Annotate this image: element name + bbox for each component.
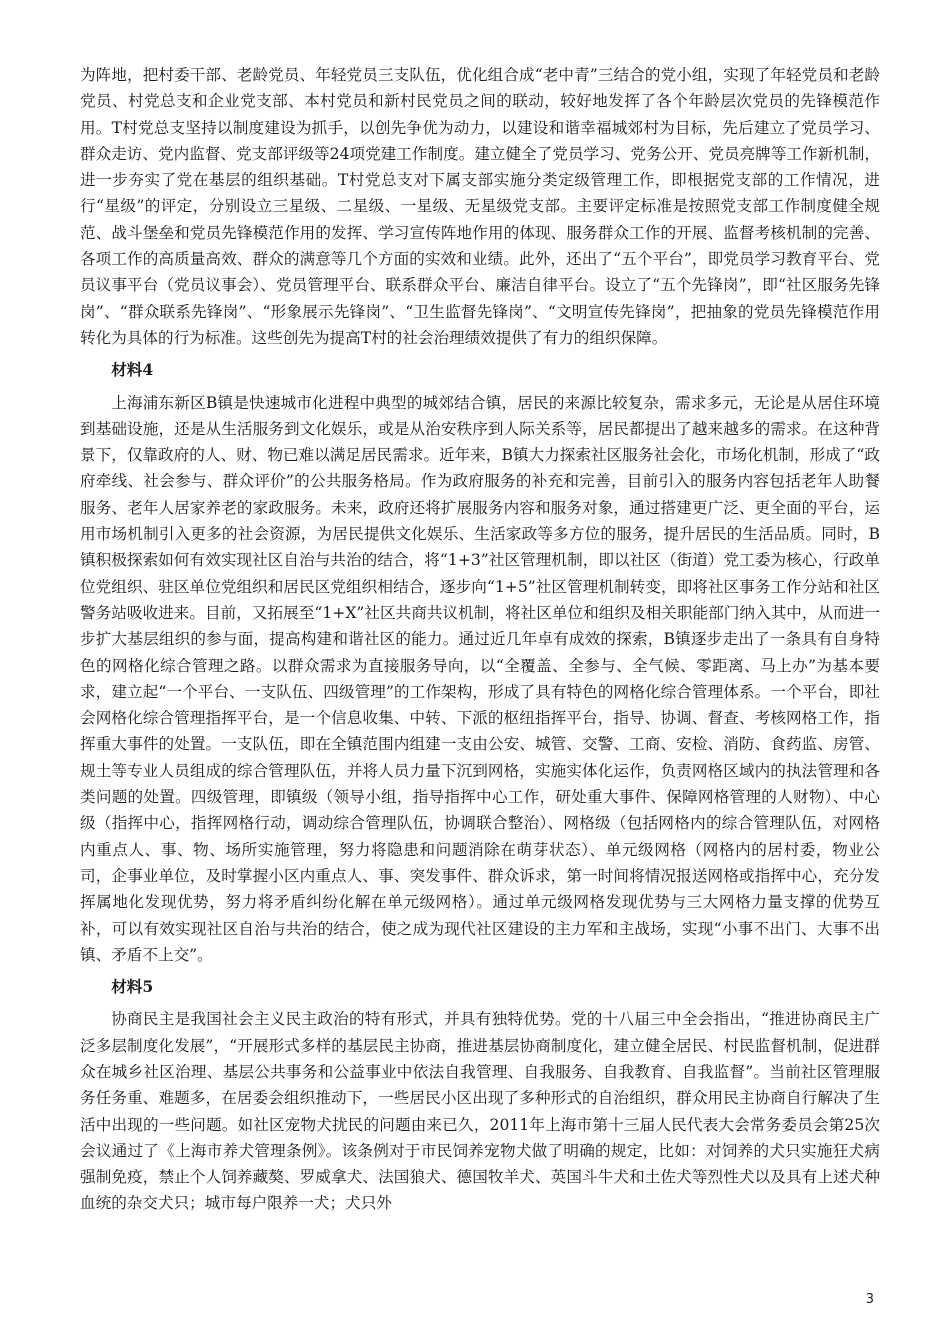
section-heading-material-5: 材料5 <box>111 977 154 997</box>
paragraph-t-village: 为阵地，把村委干部、老龄党员、年轻党员三支队伍，优化组合成“老中青”三结合的党小组，实现了年轻党员和老龄党员、村党总支和企业党支部、本村党员和新村民党员之间的联动，较好地发挥了各个年龄层次党员的先锋模范作用。T村党总支坚持以制度建设为抓手，以创先争优为动力，以建设和谐幸福城郊村为目标，先后建立了党员学习、群众走访、党内监督、党支部评级等24项党建工作制度。建立健全了党员学习、党务公开、党员亮牌等工作新机制，进一步夯实了党在基层的组织基础。T村党总支对下属支部实施分类定级管理工作，即根据党支部的工作情况，进行“星级”的评定，分别设立三星级、二星级、一星级、无星级党支部。主要评定标准是按照党支部工作制度健全规范、战斗堡垒和党员先锋模范作用的发挥、学习宣传阵地作用的体现、服务群众工作的开展、监督考核机制的完善、各项工作的高质量高效、群众的满意等几个方面的实效和业绩。此外，还出了“五个平台”，即党员学习教育平台、党员议事平台（党员议事会）、党员管理平台、联系群众平台、廉洁自律平台。设立了“五个先锋岗”，即“社区服务先锋岗”、“群众联系先锋岗”、“形象展示先锋岗”、“卫生监督先锋岗”、“文明宣传先锋岗”，把抽象的党员先锋模范作用转化为具体的行为标准。这些创先为提高T村的社会治理绩效提供了有力的组织保障。 <box>80 66 880 347</box>
paragraph-consultative-democracy: 协商民主是我国社会主义民主政治的特有形式，并具有独特优势。党的十八届三中全会指出，“推进协商民主广泛多层制度化发展”，“开展形式多样的基层民主协商，推进基层协商制度化，建立健全居民、村民监督机制，促进群众在城乡社区治理、基层公共事务和公益事业中依法自我管理、自我服务、自我教育、自我监督”。当前社区管理服务任务重、难题多，在居委会组织推动下，一些居民小区出现了多种形式的自治组织，群众用民主协商自行解决了生活中出现的一些问题。如社区宠物犬扰民的问题由来已久，2011年上海市第十三届人民代表大会常务委员会第25次会议通过了《上海市养犬管理条例》。该条例对于市民饲养宠物犬做了明确的规定，比如：对饲养的犬只实施狂犬病强制免疫，禁止个人饲养藏獒、罗威拿犬、法国狼犬、德国牧羊犬、英国斗牛犬和土佐犬等烈性犬以及具有上述犬种血统的杂交犬只；城市每户限养一犬；犬只外 <box>80 1010 880 1213</box>
page-number: 3 <box>865 1292 874 1307</box>
document-page <box>80 62 880 1217</box>
section-heading-material-4: 材料4 <box>111 360 154 380</box>
paragraph-b-town: 上海浦东新区B镇是快速城市化进程中典型的城郊结合镇，居民的来源比较复杂，需求多元，无论是从居住环境到基础设施，还是从生活服务到文化娱乐，或是从治安秩序到人际关系等，居民都提出了越来越多的需求。在这种背景下，仅靠政府的人、财、物已难以满足居民需求。近年来，B镇大力探索社区服务社会化，市场化机制，形成了“政府牵线、社会参与、群众评价”的公共服务格局。作为政府服务的补充和完善，目前引入的服务内容包括老年人助餐服务、老年人居家养老的家政服务。未来，政府还将扩展服务内容和服务对象，通过搭建更广泛、更全面的平台，运用市场机制引入更多的社会资源，为居民提供文化娱乐、生活家政等多方位的服务，提升居民的生活品质。同时，B镇积极探索如何有效实现社区自治与共治的结合，将“1+3”社区管理机制，即以社区（街道）党工委为核心，行政单位党组织、驻区单位党组织和居民区党组织相结合，逐步向“1+5”社区管理机制转变，即将社区事务工作分站和社区警务站吸收进来。目前，又拓展至“1+X”社区共商共议机制，将社区单位和组织及相关职能部门纳入其中，从而进一步扩大基层组织的参与面，提高构建和谐社区的能力。通过近几年卓有成效的探索，B镇逐步走出了一条具有自身特色的网格化综合管理之路。以群众需求为直接服务导向，以“全覆盖、全参与、全气候、零距离、马上办”为基本要求，建立起“一个平台、一支队伍、四级管理”的工作架构，形成了具有特色的网格化综合管理体系。一个平台，即社会网格化综合管理指挥平台，是一个信息收集、中转、下派的枢纽指挥平台，指导、协调、督查、考核网格工作，指挥重大事件的处置。一支队伍，即在全镇范围内组建一支由公安、城管、交警、工商、安检、消防、食药监、房管、规土等专业人员组成的综合管理队伍，并将人员力量下沉到网格，实施实体化运作，负责网格区域内的执法管理和各类问题的处置。四级管理，即镇级（领导小组，指导指挥中心工作，研处重大事件、保障网格管理的人财物）、中心级（指挥中心，指挥网格行动，调动综合管理队伍，协调联合整治）、网格级（包括网格内的综合管理队伍，对网格内重点人、事、物、场所实施管理，努力将隐患和问题消除在萌芽状态）、单元级网格（网格内的居村委，物业公司，企事业单位，及时掌握小区内重点人、事、突发事件、群众诉求，第一时间将情况报送网格或指挥中心，充分发挥属地化发现优势，努力将矛盾纠纷化解在单元级网格）。通过单元级网格发现优势与三大网格力量支撑的优势互补，可以有效实现社区自治与共治的结合，使之成为现代社区建设的主力军和主战场，实现“小事不出门、大事不出镇、矛盾不上交”。 <box>80 393 880 964</box>
